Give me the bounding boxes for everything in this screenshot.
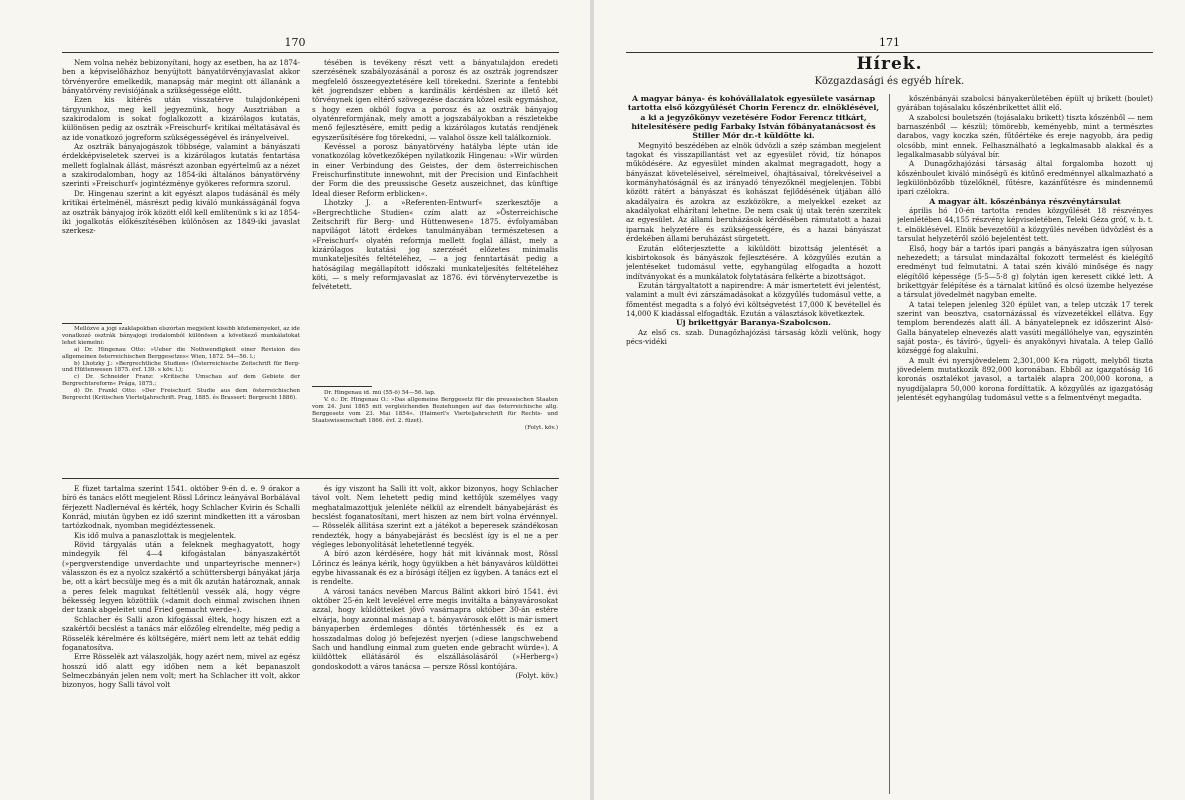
left-col2-footnotes <box>312 390 558 470</box>
paragraph: Első, hogy bár a tartós ipari pangás a bányászatra igen súlyosan nehezedett; a társulat mindazáltal fokozott termelést és kielégítő eredményt tud felmutatni. A tatai szén kiváló minősége és nagy elégítőlő képessége (5·5—5·8 g) folytán igen keresett cikké lett. A brikettgyár felépítése és a tárnalat kitűnő és olcsó üzembe helyezése a társulat jövedelmét nagyban emelte. <box>897 243 1153 300</box>
paragraph: Ezután előterjesztette a kiküldött bizottság jelentését a kisbirtokosok és bányászok fejlesztésére. A közgyűlés ezután a jelentéseket tudomásul vette, egyhangúlag elfogadta a hozott indítványokat és a munkálatok folytatására felkérte a bizottságot. <box>626 243 881 281</box>
paragraph: Kis idő mulva a panaszlottak is megjelentek. <box>74 530 237 540</box>
footnote-rule <box>312 386 372 387</box>
left-bottom-col2 <box>312 484 558 794</box>
paragraph: április hó 10-én tartotta rendes közgyűlését 18 részvényes jelenlétében 44,155 részvény képviseletében, Teleki Géza gróf, v. b. t. t. elnöklésével. Elnök bevezetőül a közgyűlés nevében üdvözlést és a tarsulat helyzetéről szóló bejelentést tett. <box>897 206 1153 244</box>
footnote: Mellőzve a jogi szaklapokban elszórtan megjelent kisebb közleményeket, az ide vonatkozó osztrák bányajogi irodalomból különösen a következő munkálatokat lehet kiemelni: <box>62 326 300 346</box>
paragraph: Erre Rösselék azt válaszolják, hogy azért nem, mivel az egész hosszú idő alatt egy időben nem a két bepanaszolt Selmeczbányán jelen nem volt; mert ha Schlacher itt volt, akkor bizonyos, hogy Salli távol volt <box>62 652 300 690</box>
news-heading: A magyar ált. kőszénbánya részvénytársulat <box>929 196 1121 206</box>
section-title: Hírek. <box>856 54 923 74</box>
paragraph: A szabolcsi bouletszén (tojásalaku brikett) tiszta kőszénből — nem barnaszénből — készül; tömörebb, keményebb, mint a természtes darabos, vagy koczka szén, fűtőértéke és ereje nagyobb, ára pedig olcsóbb, mint ennek. Felhasználható a legkalmasabb alakkal és a legalkalmasabb súlyával bír. <box>897 112 1153 160</box>
paragraph: Rövid tárgyalás után a feleknek meghagyatott, hogy mindegyik fél 4—4 kifogástalan bányaszakértőt (»pergverstendige unverdachte und unparteyrische menner«) válasszon és ez a nyolcz szakértő a schüttersbergi bányákat járja be, ott a kárt becsülje meg és a mit ők azután határoznak, annak a peres felek magukat feltétlenül vessék alá, hogy végre békesség legyen közöttük (»damit doch einmal zwischen ihnen der tzank abgeleitet und Fried gemacht werde«). <box>62 540 300 615</box>
paragraph: Ezen kis kitérés után visszatérve tulajdonképeni tárgyunkhoz, meg kell jegyeznünk, hogy Ausztriában a szakirodalom is sokat foglalkozott a kizárólagos kutatás, különösen pedig az osztrák »Freischurf« kritikai méltatásával és az ide vonatkozó jogreform szükségességével és irányelveivel. <box>62 95 300 142</box>
paragraph: Schlacher és Salli azon kifogással éltek, hogy hiszen ezt a szakértői becslést a tanács már előzőleg elrendelte, még pedig a Rösselék kérelmére és költségére, miért nem lett az tehát eddig foganatosítva. <box>62 614 300 652</box>
footnote: a) Dr. Hingenau Otto: »Ueber die Nothwendigkeit einer Revision des allgemeinen österreichischen Berggesetzes« Wien, 1872. 54—56. l.; <box>62 346 300 360</box>
footnote: d) Dr. Frankl Otto: »Der Freischurf. Studie aus dem österreichischen Bergrecht (Kritischen Vierteljahrschrift. Prag, 1885. és Brassert: Bergrecht 1886). <box>62 388 300 402</box>
left-bottom-col1 <box>62 484 300 794</box>
news-heading: A magyar bánya- és kohóvállalatok egyesülete vasárnap tartotta első közgyűlését Chorin Ferencz dr. elnöklésével, a ki a jegyzőkönyv vezetésére Fodor Ferencz titkárt, hitelesítésére pedig Farbaky István főbányatanácsost és Stiller Mór dr.-t küldötte ki. <box>627 94 880 141</box>
paragraph: Nem volna nehéz bebizonyítani, hogy az esetben, ha az 1874-ben a képviselőházhoz benyújtott bányatörvényjavaslat akkor törvényerőre emelkedik, manapság már megint ott állanánk a bányatörvény revisiójának a szükségessége előtt. <box>62 58 300 96</box>
paragraph: tésében is tevékeny részt vett a bányatulajdon eredeti szerzésének szabályozásánál a porosz és az osztrák jogrendszer megfelelő összeegyeztetésére kell törekedni. Szerinte a fentebbi két jogrendszer ebben a kardinális kérdésben az illető két törvénynek igen eltérő szövegezése daczára közel esik egymáshoz, s hogy ezen okból fogva a porosz és az osztrák bányajog olyaténreformjának, mely amott a jogszabályokban a részletekbe menő fejlesztésére, emitt pedig a kizárólagos kutatás rendjének egyszerűsítésére fog törekedni, — valahol össze kell találkozniok. <box>312 58 558 142</box>
paragraph: Az első cs. szab. Dunagőzhajózási társaság közli velünk, hogy pécs-vidéki <box>626 327 881 346</box>
left-col1-footnotes <box>62 326 300 471</box>
left-col1 <box>62 58 300 318</box>
footnote-rule <box>62 323 122 324</box>
right-page <box>594 0 1185 800</box>
paragraph: A tatai telepen jelenleg 320 épület van, a telep utczák 17 terek szerint van beosztva, csatornázással és vízvezetékkel ellátva. Egy templom berendezés alatt áll. A bányatelepnek ez időszerint Alsó-Galla bányatelep elnevezés alatt vasúti megállóhelye van, egyszintén saját posta-, és távíró-, ügyeli- és anyakönyvi hivatala. A telep Galló községgé fog alakulni. <box>897 299 1153 356</box>
footnote: b) Lhotzky J.: »Bergrechtliche Studien« (Österreichische Zeitschrift für Berg- und Hüttenwesen 1875. évf. 139. s köv. l.); <box>62 360 300 374</box>
paragraph: A Dunagőzhajózási társaság által forgalomba hozott uj kőszénboulet kiváló minőségű és kitűnő eredménnyel alkalmazható a legkülönbözőbb tüzelőknél, fűtésre, kazánfűtésre és mindennemű ipari czélokra. <box>897 159 1153 197</box>
paragraph: Dr. Hingenau szerint a kit egyészt alapos tudásánál és mély kritikai értelménél, másrészt pedig kiváló munkásságánál fogva az osztrák bányajog írók között elől kell említenünk s ki az 1854-iki jogalkotás előkészítésében különösen az 1849-iki javaslat szerkesz- <box>62 188 300 236</box>
footnote: V. ö.: Dr. Hingenau O.: »Das allgemeine Berggesetz für die preussischen Staaten vom 24. Juni 1865 mit vergleichenden Beziehungen auf das österreichische allg. Berggesetz vom 23. Mai 1854«. (Haimerl's Vierteljahrschrift für Rechts- und Staatswissenschaft 1866. évf. 2. füzet). <box>312 396 558 424</box>
left-col2 <box>312 58 558 376</box>
paragraph: Kevéssel a porosz bányatörvény hatályba lépte után ide vonatkozólag következőképen nyilatkozik Hingenau: »Wir würden in einer Verbindung des Geistes, der dem österreichischen Freischurfinstitute innewohnt, mit der Precision und Einfachheit der Form die des preussische Gesetz auszeichnet, das künftige Ideal dieser Reform erblicken«. <box>312 142 558 198</box>
paragraph: E füzet tartalma szerint 1541. október 9-én d. e. 9 órakor a bíró és tanács előtt megjelent Rössl Lőrincz leányával Borbálával férjezett Nadlernéval és kérték, hogy Schlacher Kvirin és Schalli Konrád, miután ügyben ez idő szerint mindketten itt a városban tartózkodnak, nyomban megidéztessenek. <box>62 484 300 531</box>
header-rule <box>62 52 559 53</box>
left-page <box>0 0 590 800</box>
paragraph: Lhotzky J. a »Referenten-Entwurf« szerkesztője a »Bergrechtliche Studien« czím alatt az »Österreichische Zeitschrift für Berg- und Hüttenwesen« 1875. évfolyamában napvilágot látott érdekes tanulmányában természetesen a »Freischurf« olyatén reformja mellett foglal állást, mely a kizárólagos kutatási jog szerzését előzetes minimalis munkateljesítés feltételéhez, — a jog fenntartását pedig a hatóságilag megállapított időszaki munkateljesítés feltételéhez köti, — s mely reformjavaslat az 1876. évi törvénytervezetbe is felvétetett. <box>312 198 558 292</box>
column-divider <box>889 94 890 794</box>
continued-note: (Folyt. köv.) <box>515 670 558 680</box>
paragraph: A bíró azon kérdésére, hogy hát mit kívánnak most, Rössl Lőrincz és leánya kérik, hogy ügyükben a hét bányaváros küldöttei egybe hivassanak és ez a bírósági ítéljen ez ügyben. A tanács ezt el is rendelte. <box>312 549 558 587</box>
news-heading: Uj brikettgyár Baranya-Szabolcson. <box>675 318 831 328</box>
section-subtitle: Közgazdasági és egyéb hírek. <box>814 76 965 87</box>
page-number: 170 <box>284 36 306 49</box>
paragraph: A városi tanács nevében Marcus Bálint akkori bíró 1541. évi október 25-én kelt levelével erre megis invitálta a bányavárosokat azzal, hogy küldötteiket jövő vasárnapra október 30-án estére elvárja, hogy azonnal másnap a t. bányavárosok előtt is már ismert bányaperben érdemleges döntés történhessék és ez a hosszadalmas dolog jó befejezést nyerjen (»diese langschwebend Sach und handlung einmal zum gueten ende gebracht würde«). A küldöttek ellátásáról és elszállásolásáról (»Herberg«) gondoskodott a város tanácsa — persze Rössl kontójára. <box>312 586 558 671</box>
paragraph: és így viszont ha Salli itt volt, akkor bizonyos, hogy Schlacher távol volt. Nem lehetett pedig mind kettőjük személyes vagy meghatalmazottjuk jelenléte nélkül az elrendelt bányabejárást és becslést foganatosítani, mert hiszen az nem bírt volna érvénnyel. — Rösselék állítása szerint ezt a játékot a beperesek szándékosan rendezték, hogy a bányabejárást és becslést így is el ne a per végleges lebonyolítását lehetetlenné tegyék. <box>312 484 558 550</box>
continued-note: (Folyt. köv.) <box>524 424 558 431</box>
header-rule <box>626 52 1153 53</box>
footnote: Dr. Hingenau id. mű (55-ö) 54—56. lap. <box>324 390 436 396</box>
separator-rule <box>62 478 559 479</box>
footnote: c) Dr. Schneider Franz: »Kritische Umschau auf dem Gebiete der Bergrechtsreform« Prága, 1875.; <box>62 374 300 388</box>
paragraph: Az osztrák bányajogászok többsége, valamint a bányászati érdekképviseletek szervei is a kizárólagos kutatás fentartása mellett foglalnak állást, másrészt azonban egyértelmű az a nézet a szakirodalomban, hogy az 1854-iki általános bányatörvény szerinti »Freischurf« jogintézménye gyökeres reformra szorul. <box>62 142 300 189</box>
paragraph: A mult évi nyersjövedelem 2,301,000 K-ra rúgott, melyből tiszta jövedelem mutatkozik 892,000 koronában. Ebből az igazgatóság 16 koronás osztalékot javasol, a tartalék alapra 200,000 korona, a nyugdíjalapra 50,000 korona fordíttatik. A közgyűlés az igazgatóság jelentését egyhangúlag tudomásul vette s a felmentvényt megadta. <box>897 355 1153 402</box>
paragraph: Megnyitó beszédében az elnök üdvözli a szép számban megjelent tagokat és visszapillantást vet az egyesület rövid, tíz hónapos működésére. Az egyesület minden akalmat megragadott, hogy a bányászat követeléseivel, sérelmeivel, óhajtásaival, törekvéseivel a kormányhatóságnál és az irányadó tényezőknél megjelenjen. Többi között rátért a bányászat és kohászat fejlődésének útjában álló akadályaira és azokra az eszközökre, a melyekkel ezeket az akadályokat elhárítani lehetne. De nem csak új utak terén szerzitek az egyesület. Az állami beruházások kérdésében rámutatott a hazai iparnak helyzetére és szükségességére, és a hazai bányászat érdekében állami beruházást sürgetett. <box>626 140 881 244</box>
right-col2 <box>897 94 1153 794</box>
page-number: 171 <box>879 36 900 49</box>
right-col1 <box>626 94 881 794</box>
paragraph: Ezután tárgyaltatott a napirendre: A már ismertetett évi jelentést, valamint a mult évi zárszámadásokat a közgyűlés tudomásul vette, a főmentést megadta s a folyó évi költségvetést 17,000 K bevétellel és 14,000 K kiadással elfogadták. Ezután a választások következtek. <box>626 280 881 318</box>
paragraph: kőszénbányái szabolcsi bányakerületében épült uj brikett (boulet) gyárában tojásalaku kőszénbrikettet állít elő. <box>897 94 1153 113</box>
